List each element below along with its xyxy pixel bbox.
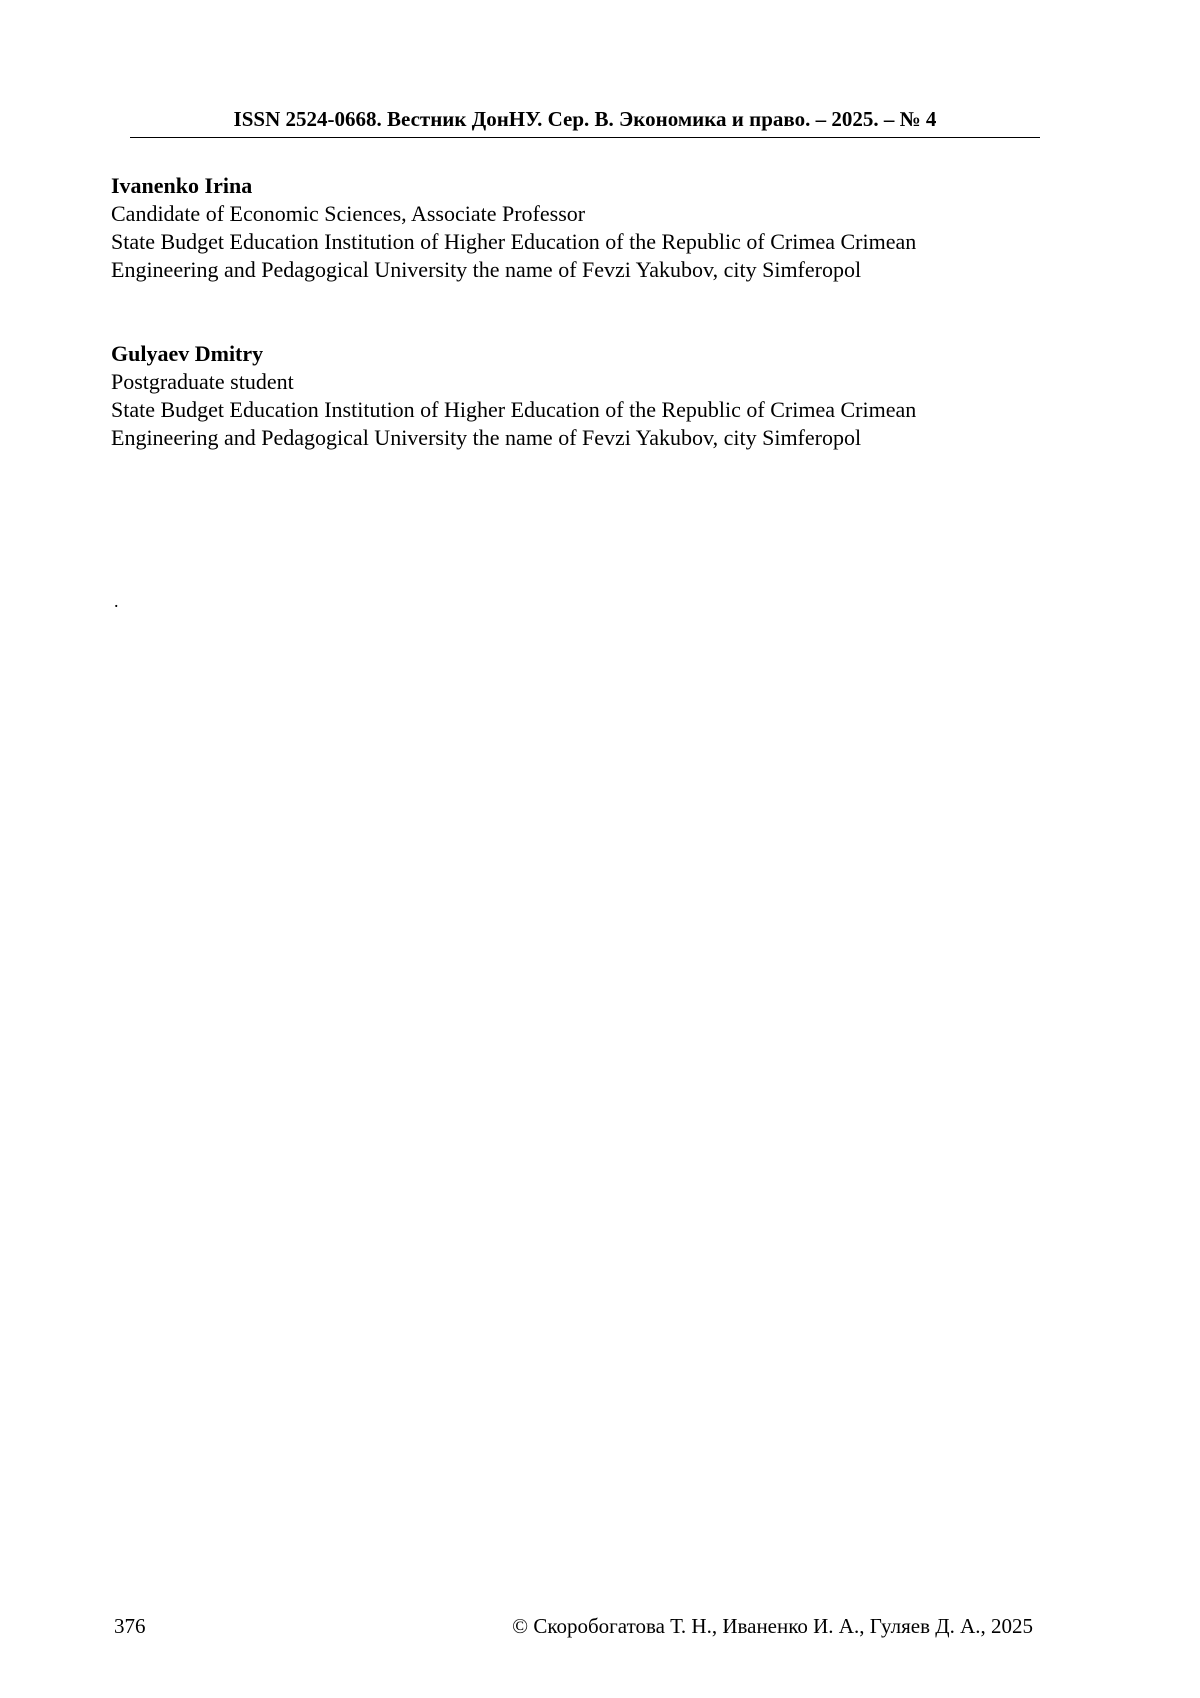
author-affiliation-line-1: State Budget Education Institution of Higher Education of the Republic of Crimea Crimean (111, 229, 917, 254)
author-block-ivanenko (111, 172, 1111, 284)
author-affiliation-line-1: State Budget Education Institution of Higher Education of the Republic of Crimea Crimean (111, 397, 917, 422)
author-title: Candidate of Economic Sciences, Associate Professor (111, 201, 586, 226)
author-title: Postgraduate student (111, 369, 294, 394)
page-number: 376 (114, 1614, 146, 1638)
author-name: Gulyaev Dmitry (111, 341, 264, 366)
author-name: Ivanenko Irina (111, 173, 253, 198)
journal-header: ISSN 2524-0668. Вестник ДонНУ. Сер. В. Экономика и право. – 2025. – № 4 (130, 104, 1040, 138)
author-affiliation-line-2: Engineering and Pedagogical University the name of Fevzi Yakubov, city Simferopol (111, 257, 862, 282)
copyright-notice: © Скоробогатова Т. Н., Иваненко И. А., Гуляев Д. А., 2025 (512, 1614, 1033, 1638)
author-block-gulyaev (111, 340, 1111, 452)
author-affiliation-line-2: Engineering and Pedagogical University the name of Fevzi Yakubov, city Simferopol (111, 425, 862, 450)
stray-period: . (114, 591, 119, 611)
